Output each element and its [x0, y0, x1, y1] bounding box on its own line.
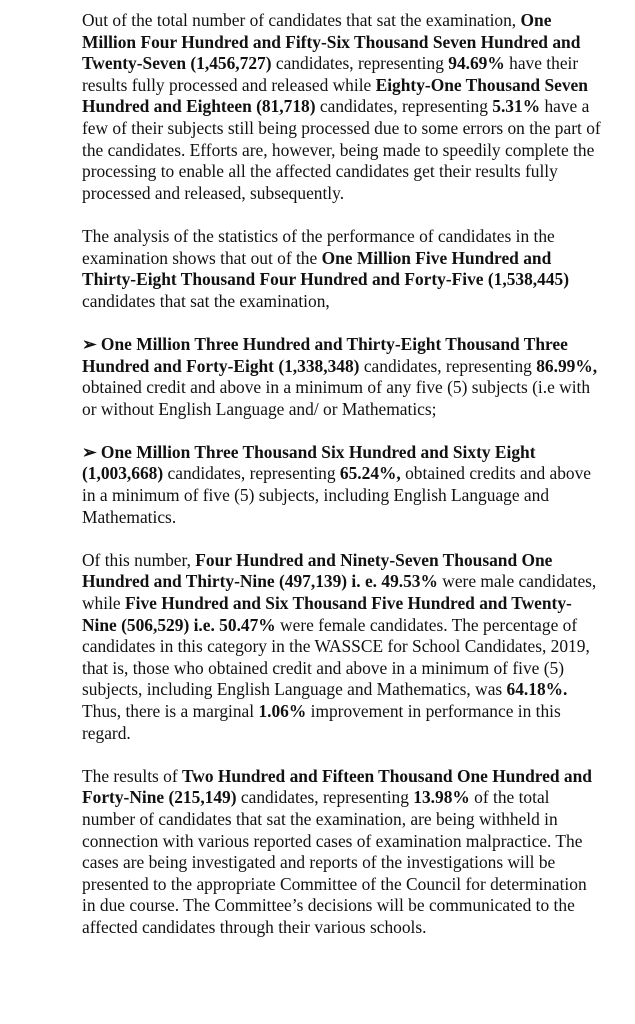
text: candidates, representing	[359, 355, 537, 376]
text: have their results fully processed and released while	[82, 53, 579, 95]
paragraph-gender-breakdown	[82, 550, 604, 744]
text: of the total number of candidates that sat the examination, are being withheld in connection with various reported cases of examination malpractice. The cases are being investigated and reports of the investigations will be presented to the appropriate Committee of the Council for determination in due course. The Committee’s decisions will be communicated to the affected candidates through their various schools.	[82, 787, 587, 937]
bold-figure: One Million Three Thousand Six Hundred and Sixty Eight (1,003,668)	[82, 441, 536, 484]
text: have a few of their subjects still being processed due to some errors on the part of the candidates. Efforts are, however, being made to speedily complete the processing to enable all the affected candidates get their results fully processed and released, subsequently.	[82, 96, 601, 203]
text: candidates that sat the examination,	[82, 290, 330, 311]
arrow-bullet-icon: ➢	[82, 333, 97, 354]
bold-figure: 1.06%	[258, 701, 307, 721]
text: Thus, there is a marginal	[82, 701, 259, 721]
text: Out of the total number of candidates that sat the examination,	[82, 10, 517, 30]
bold-figure: 65.24%,	[339, 463, 401, 484]
bold-figure: 13.98%	[413, 787, 470, 808]
text: candidates, representing	[271, 53, 449, 74]
paragraph-results-processed	[82, 10, 604, 204]
bold-figure: One Million Five Hundred and Thirty-Eight Thousand Four Hundred and Forty-Five (1,538,445)	[82, 247, 570, 290]
paragraph-analysis	[82, 226, 604, 312]
bold-figure: One Million Three Hundred and Thirty-Eight Thousand Three Hundred and Forty-Eight (1,338,348)	[82, 333, 568, 376]
bullet-credit-any-five	[82, 334, 604, 420]
bold-figure: 64.18%.	[506, 679, 568, 700]
bold-figure: 86.99%,	[536, 355, 598, 376]
bold-figure: Eighty-One Thousand Seven Hundred and Eighteen (81,718)	[82, 74, 588, 117]
text: The analysis of the statistics of the performance of candidates in the examination shows that out of the	[82, 225, 555, 268]
text: The results of	[82, 765, 182, 786]
text: Of this number,	[82, 549, 196, 570]
bullet-credit-english-maths	[82, 442, 604, 528]
text: obtained credits and above in a minimum of five (5) subjects, including English Language and Mathematics.	[82, 463, 592, 527]
bold-figure: Two Hundred and Fifteen Thousand One Hundred and Forty-Nine (215,149)	[82, 765, 592, 808]
paragraph-withheld-results	[82, 766, 604, 939]
text: candidates, representing	[236, 787, 414, 808]
text: candidates, representing	[315, 96, 493, 117]
bold-figure: Four Hundred and Ninety-Seven Thousand One Hundred and Thirty-Nine (497,139) i. e. 49.53%	[82, 549, 553, 592]
text: candidates, representing	[163, 463, 340, 484]
bold-figure: 5.31%	[492, 96, 541, 117]
bold-figure: Five Hundred and Six Thousand Five Hundred and Twenty-Nine (506,529) i.e. 50.47%	[82, 593, 572, 635]
bold-figure: 94.69%	[448, 53, 505, 74]
text: obtained credit and above in a minimum of any five (5) subjects (i.e with or without English Language and/ or Mathematics;	[82, 377, 591, 419]
document-body	[82, 10, 604, 939]
text: improvement in performance in this regard.	[82, 701, 561, 743]
text: were male candidates, while	[82, 571, 597, 614]
text: were female candidates. The percentage of candidates in this category in the WASSCE for School Candidates, 2019, that is, those who obtained credit and above in a minimum of five (5) subjects, including English Language and Mathematics, was	[82, 614, 590, 700]
arrow-bullet-icon: ➢	[82, 441, 97, 462]
bold-figure: One Million Four Hundred and Fifty-Six Thousand Seven Hundred and Twenty-Seven (1,456,727)	[82, 10, 581, 74]
